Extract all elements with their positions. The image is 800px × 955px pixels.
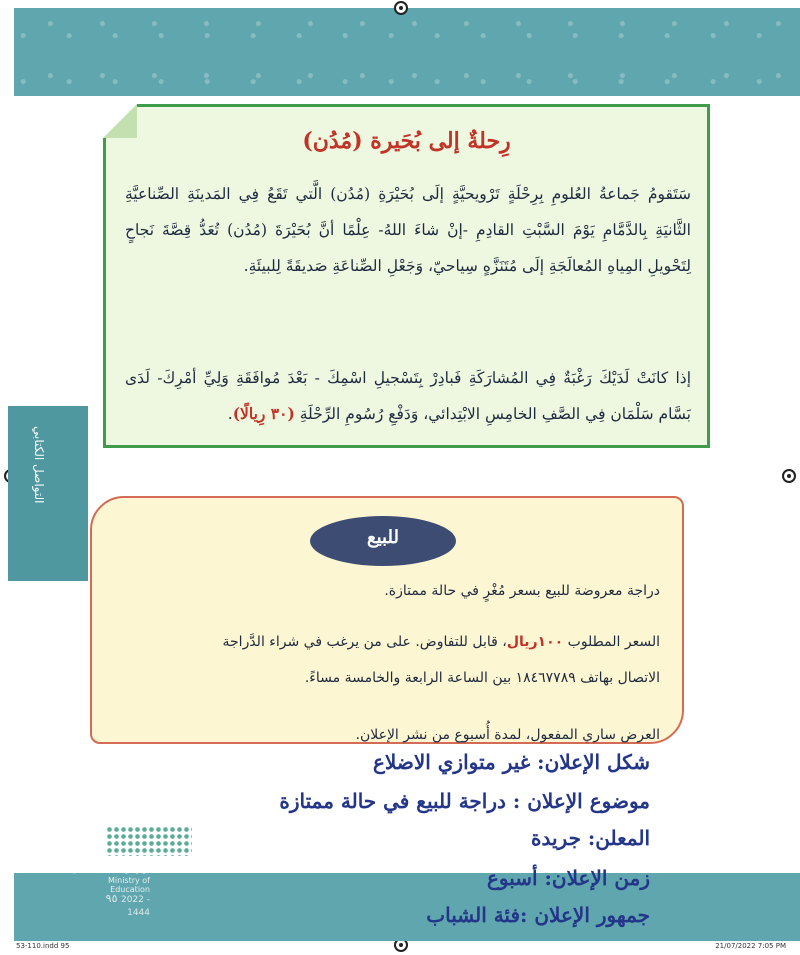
notice-paragraph-2: إذا كانَتْ لَدَيْكَ رَغْبَةٌ فِي المُشارَكَةِ فَبادِرْ بِتَسْجيلِ اسْمِكَ - بَعْدَ مُوافَقَةِ وَلِيِّ أمْرِكَ- لَدَى بَسَّام سَلْمَان فِي الصَّفِ الخامِسِ الابْتِدائي، وَدَفْعِ رُسُومِ الرِّحْلَةِ (٣٠ رِيالًا). [125, 369, 691, 423]
answer-advertiser: المعلن: جريدة [531, 826, 650, 850]
ad-line-2 [120, 634, 660, 650]
answer-ad-audience: جمهور الإعلان :فئة الشباب [426, 903, 650, 927]
ad-line-2-end: ، قابل للتفاوض. على من يرغب في شراء الدَّراجة [222, 634, 507, 650]
year-range: 2022 - 1444 [120, 895, 150, 918]
ad-line-3: الاتصال بهاتف ١٨٤٦٧٧٨٩ بين الساعة الرابعة والخامسة مساءً. [304, 670, 660, 686]
answer-ad-subject: موضوع الإعلان : دراجة للبيع في حالة ممتازة [279, 789, 650, 813]
page-number-footer [80, 892, 150, 918]
notice-paragraph-2-text: إذا كانَتْ لَدَيْكَ رَغْبَةٌ فِي المُشارَكَةِ فَبادِرْ بِتَسْجيلِ اسْمِكَ - بَعْدَ مُوافَقَةِ وَلِيِّ أمْرِكَ- لَدَى بَسَّام سَلْمَان فِي الصَّفِ الخامِسِ الابْتِدائي، وَدَفْعِ رُسُومِ الرِّحْلَةِ [125, 369, 691, 423]
ministry-name-en: Ministry of Education [108, 876, 150, 894]
side-tab-label: التواصل الكتابي [32, 426, 46, 504]
ministry-logo-icon [106, 826, 192, 856]
notice-title: رِحلةٌ إلى بُحَيرة (مُدُن) [302, 128, 511, 154]
registration-mark-icon [394, 1, 408, 15]
ministry-name-ar: وزارة التعـليم [72, 858, 150, 874]
slug-left: 53-110.indd 95 [16, 942, 70, 950]
header-band [14, 8, 800, 96]
ad-line-1: دراجة معروضة للبيع بسعر مُغْرٍ في حالة ممتازة. [384, 583, 660, 599]
page-number: ٩٥ [105, 892, 118, 905]
ad-line-4: العرض ساري المفعول، لمدة أُسبوع من نشر الإعلان. [355, 727, 660, 743]
for-sale-badge-label: للبيع [367, 527, 399, 548]
ad-price: ١٠٠ريال [506, 634, 564, 650]
registration-mark-icon [782, 469, 796, 483]
notice-paragraph-1: سَتَقومُ جَماعةُ العُلومِ بِرِحْلَةٍ تَرْويحيَّةٍ إلَى بُحَيْرَةِ (مُدُن) الَّتي تَقَعُ فِي المَدينَةِ الصِّناعيَّةِ الثَّانيَةِ بِالدَّمَّامِ يَوْمَ السَّبْتِ القادِمِ -إنْ شاءَ اللهُ- عِلْمًا أنَّ بُحَيْرَةَ (مُدُن) تُعَدُّ قِصَّةَ نَجاحٍ لِتَحْويلِ المِياهِ المُعالَجَةِ إلَى مُتَنَزَّهٍ سِياحيّ، وَجَعْلِ الصِّناعَةِ صَديقَةً لِلبيئَةِ. [125, 185, 691, 275]
ad-line-2-start: السعر المطلوب [563, 634, 660, 650]
trip-fee: (٣٠ رِيالًا) [232, 404, 295, 423]
slug-right: 21/07/2022 7:05 PM [715, 942, 786, 950]
side-tab [8, 406, 88, 581]
answer-ad-shape: شكل الإعلان: غير متوازي الاضلاع [373, 750, 650, 774]
answer-ad-duration: زمن الإعلان: أسبوع [486, 866, 650, 890]
